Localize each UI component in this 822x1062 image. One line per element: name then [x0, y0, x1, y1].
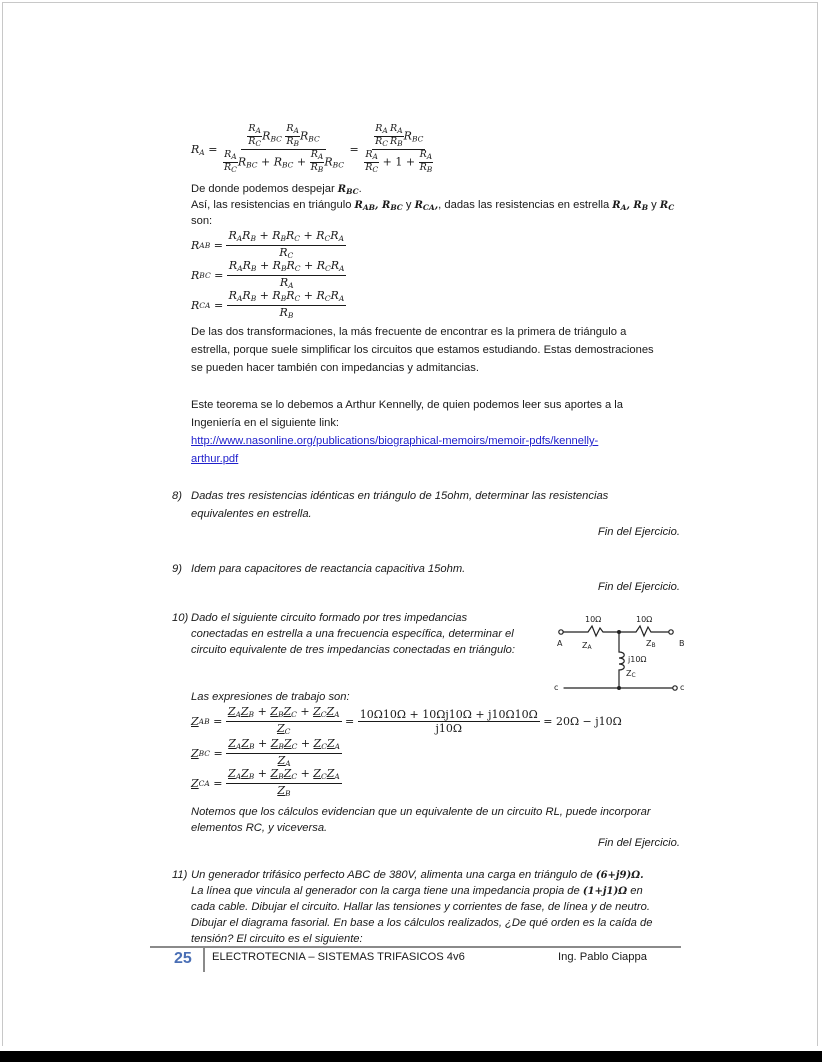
exercise-11-line-1-text: Un generador trifásico perfecto ABC de 380V, alimenta una carga en triángulo de	[191, 869, 596, 881]
asi-and-1: y	[402, 199, 415, 211]
despejar-text: De donde podemos despejar	[191, 183, 338, 195]
exercise-11-line-2-text: La línea que vincula al generador con la carga tiene una impedancia propia de	[191, 885, 583, 897]
asi-text-2: , dadas las resistencias en estrella	[438, 199, 613, 211]
asi-and-2: y	[648, 199, 660, 211]
bottom-black-bar	[0, 1051, 822, 1062]
ra-equation: $R_A$ = $\frac{R_A}{R_C}$ $R_{BC}$ $\frac{R_A}{R_B}$ $R_{BC}$ $\frac{R_A}{R_C}$ $R_{BC} + R_{BC}$ + $\frac{R_A}{R_B}$ $R_{BC}$ = $\frac{R_A}{R_C}$ $\frac{R_A}{R_B}$ $R_{BC}$ $\frac{R_A}{R_C}$ + 1 + $\frac{R_A}{R_B}$	[191, 123, 433, 174]
exercise-9-end: Fin del Ejercicio.	[597, 581, 680, 593]
transform-paragraph-line-1: De las dos transformaciones, la más frecuente de encontrar es la primera de triángulo a	[191, 326, 627, 338]
zab-numeric-denominator: j10Ω	[435, 722, 463, 735]
label-b: B	[679, 639, 685, 648]
footer-divider	[150, 946, 681, 948]
zca-equation: Z CA = $\frac{Z_AZ_B + Z_BZ_C + Z_CZ_A}{Z_B}$	[191, 767, 340, 798]
star-circuit-diagram	[548, 608, 694, 693]
exercise-10-line-2: conectadas en estrella a una frecuencia específica, determinar el	[191, 628, 514, 640]
label-a: A	[557, 639, 563, 648]
exercise-10-note-line-2: elementos RC, y viceversa.	[191, 822, 328, 834]
resistor-za	[563, 626, 618, 636]
terminal-b	[669, 630, 673, 634]
asi-text: Así, las resistencias en triángulo	[191, 199, 355, 211]
exercise-9-line-1: Idem para capacitores de reactancia capacitiva 15ohm.	[191, 563, 466, 575]
zbc-equation: Z BC = $\frac{Z_AZ_B + Z_BZ_C + Z_CZ_A}{Z_A}$	[191, 737, 341, 768]
zab-numeric-numerator: 10Ω10Ω + 10Ωj10Ω + j10Ω10Ω	[359, 708, 538, 721]
kennelly-paragraph-line-1: Este teorema se lo debemos a Arthur Kennelly, de quien podemos leer sus aportes a la	[191, 399, 624, 411]
label-c-right: c	[680, 683, 685, 692]
line-impedance-value: (1+j1)Ω	[582, 886, 628, 897]
rca-equation: R CA = $\frac{R_AR_B + R_BR_C + R_CR_A}{R_B}$	[191, 289, 345, 320]
son-label: son:	[191, 215, 213, 227]
kennelly-paragraph-line-2: Ingeniería en el siguiente link:	[191, 417, 340, 429]
transform-paragraph-line-2: estrella, porque suele simplificar los circuitos que estamos estudiando. Estas demostraciones	[191, 344, 654, 356]
load-impedance-value: (6+j9)Ω.	[595, 870, 644, 881]
label-zc-value: j10Ω	[628, 655, 647, 664]
exercise-11-line-3: cada cable. Dibujar el circuito. Hallar las tensiones y corrientes de fase, de línea y de neutro.	[191, 901, 650, 913]
exercise-8-line-2: equivalentes en estrella.	[191, 508, 312, 520]
footer-title: ELECTROTECNIA – SISTEMAS TRIFASICOS 4v6	[212, 951, 465, 963]
exercise-10-line-3: circuito equivalente de tres impedancias conectadas en triángulo:	[191, 644, 516, 656]
footer-author: Ing. Pablo Ciappa	[558, 951, 647, 963]
zab-result: = 20Ω − j10Ω	[543, 715, 622, 728]
exercise-10-line-1: Dado el siguiente circuito formado por tres impedancias	[191, 612, 468, 624]
transform-paragraph-line-3: se pueden hacer también con impedancias y admitancias.	[191, 362, 479, 374]
terminal-c-right	[673, 686, 677, 690]
exercise-9-number: 9)	[172, 563, 182, 575]
exercise-8-number: 8)	[172, 490, 182, 502]
label-zc-name: ZC	[626, 669, 636, 679]
label-za-value: 10Ω	[585, 615, 602, 624]
resistor-zb	[618, 626, 668, 636]
label-za-name: ZA	[582, 641, 592, 651]
asi-line: Así, las resistencias en triángulo $R_{AB}$, $R_{BC}$ y $R_{CA}$,, dadas las resistencias en estrella $R_A$, $R_B$ y $R_C$	[191, 199, 675, 212]
exercise-11-line-4: Dibujar el diagrama fasorial. En base a los cálculos realizados, ¿De qué orden es la caída de	[191, 917, 653, 929]
label-zb-name: ZB	[646, 639, 656, 649]
despejar-suffix: .	[358, 183, 362, 195]
kennelly-link-line-1[interactable]: http://www.nasonline.org/publications/biographical-memoirs/memoir-pdfs/kennelly-	[191, 435, 599, 447]
exercise-10-note-line-1: Notemos que los cálculos evidencian que un equivalente de un circuito RL, puede incorporar	[191, 806, 651, 818]
page-number: 25	[174, 950, 192, 967]
exercise-11-line-5: tensión? El circuito es el siguiente:	[191, 933, 363, 945]
despejar-sub: BC	[346, 187, 359, 196]
exercise-8-end: Fin del Ejercicio.	[597, 526, 680, 538]
exercise-8-line-1: Dadas tres resistencias idénticas en triángulo de 15ohm, determinar las resistencias	[191, 490, 609, 502]
work-expressions-label: Las expresiones de trabajo son:	[191, 691, 350, 703]
rbc-equation: R BC = $\frac{R_AR_B + R_BR_C + R_CR_A}{R_A}$	[191, 259, 345, 290]
exercise-10-end: Fin del Ejercicio.	[597, 837, 680, 849]
exercise-10-number: 10)	[172, 612, 189, 624]
kennelly-link-line-2[interactable]: arthur.pdf	[191, 453, 239, 465]
rab-equation: R AB = $\frac{R_AR_B + R_BR_C + R_CR_A}{R_C}$	[191, 229, 345, 260]
zab-equation: Z AB = $\frac{Z_AZ_B + Z_BZ_C + Z_CZ_A}{Z_C}$ = $\frac{10\Omega 10\Omega + 10\Omega j10\Omega + j10\Omega 10\Omega}{j10\Omega}$ = 20Ω − j10Ω	[191, 705, 622, 736]
inductor-zc	[619, 632, 624, 688]
label-c-left: c	[554, 683, 559, 692]
label-zb-value: 10Ω	[636, 615, 653, 624]
despejar-var: R	[337, 184, 347, 195]
footer-vertical-divider	[203, 948, 205, 972]
exercise-11-line-2-suffix: en	[627, 885, 643, 897]
exercise-11-number: 11)	[172, 869, 188, 881]
